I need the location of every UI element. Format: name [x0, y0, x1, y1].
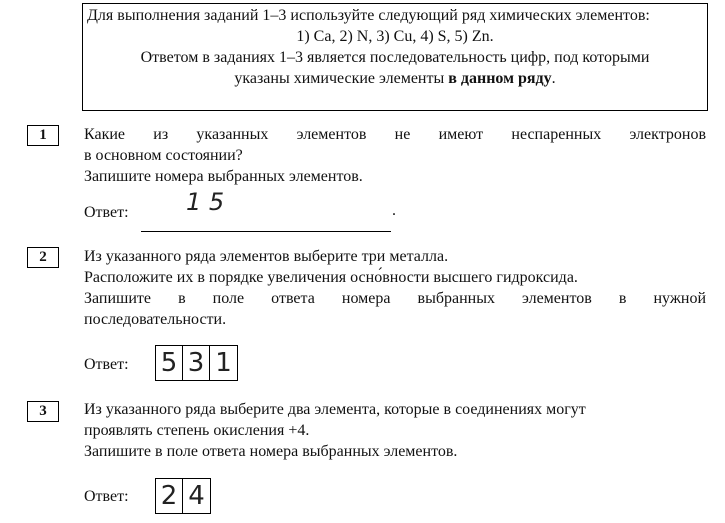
- task-number-2: 2: [27, 247, 59, 268]
- answer-cell[interactable]: 3: [183, 346, 210, 380]
- answer-cell[interactable]: 4: [188, 481, 205, 511]
- task-2-text: Из указанного ряда элементов выберите три металла. Расположите их в порядке увеличения осно́вности высшего гидроксида. Запишите в поле ответа номера выбранных элементов в нужной последовательности.: [84, 248, 706, 328]
- answer-cell[interactable]: 5: [156, 346, 183, 380]
- task-number-3: 3: [27, 401, 59, 422]
- instructions-line: Ответом в заданиях 1–3 является последовательность цифр, под которыми: [140, 49, 650, 66]
- answer-label: Ответ:: [84, 204, 129, 221]
- instructions-line: Для выполнения заданий 1–3 используйте следующий ряд химических элементов:: [87, 7, 650, 24]
- answer-cell[interactable]: 1: [215, 348, 232, 378]
- instructions-line: указаны химические элементы в данном ряду.: [234, 70, 556, 87]
- task-1-text: Какие из указанных элементов не имеют неспаренных электронов в основном состоянии? Запишите номера выбранных элементов.: [84, 126, 706, 185]
- handwritten-answer: 1 5: [186, 188, 225, 216]
- instructions-box: [82, 3, 708, 111]
- answer-label: Ответ:: [84, 488, 129, 505]
- task-3-text: Из указанного ряда выберите два элемента, которые в соединениях могут проявлять степень окисления +4. Запишите в поле ответа номера выбранных элементов.: [84, 401, 586, 460]
- answer-cells[interactable]: [155, 345, 238, 381]
- answer-period: .: [392, 202, 396, 219]
- answer-label: Ответ:: [84, 356, 129, 373]
- answer-cell[interactable]: 2: [156, 479, 183, 513]
- answer-line[interactable]: [141, 213, 391, 232]
- element-series: 1) Ca, 2) N, 3) Cu, 4) S, 5) Zn.: [296, 28, 494, 45]
- answer-cells[interactable]: [155, 478, 211, 514]
- emphasis-text: в данном ряду: [448, 70, 552, 87]
- task-number-1: 1: [27, 125, 59, 146]
